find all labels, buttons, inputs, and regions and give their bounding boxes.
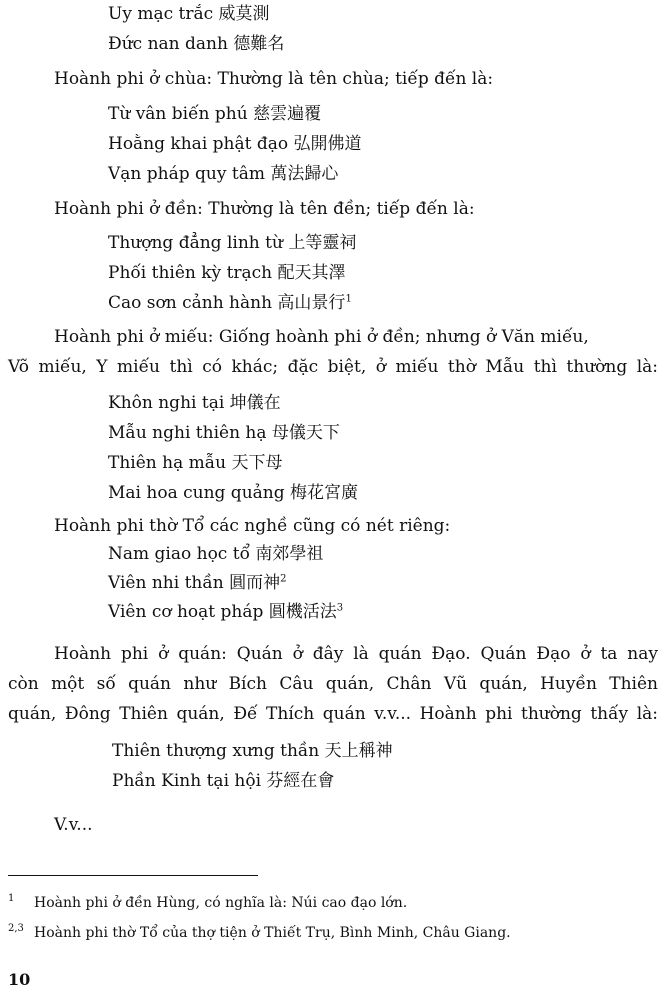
verse-line: Từ vân biến phú 慈雲遍覆 bbox=[108, 104, 322, 124]
verse-text: Viên nhi thần 圓而神 bbox=[108, 573, 281, 593]
verse-line: Vạn pháp quy tâm 萬法歸心 bbox=[108, 164, 339, 184]
verse-line: Mai hoa cung quảng 梅花宮廣 bbox=[108, 483, 359, 503]
verse-line: Hoằng khai phật đạo 弘開佛道 bbox=[108, 134, 362, 154]
verse-line: Thiên hạ mẫu 天下母 bbox=[108, 453, 283, 473]
footnote-mark: 1 bbox=[8, 893, 15, 904]
verse-line: Uy mạc trắc 威莫測 bbox=[108, 4, 270, 24]
verse-line: Nam giao học tổ 南郊學祖 bbox=[108, 544, 324, 564]
verse-line bbox=[108, 292, 352, 314]
paragraph-line: quán, Đông Thiên quán, Đế Thích quán v.v... Hoành phi thường thấy là: bbox=[8, 704, 658, 724]
footnote-ref: 1 bbox=[345, 293, 352, 305]
footnote: Hoành phi thờ Tổ của thợ tiện ở Thiết Trụ, Bình Minh, Châu Giang. bbox=[34, 925, 511, 941]
footnote-mark: 2,3 bbox=[8, 923, 24, 934]
verse-line: Phối thiên kỳ trạch 配天其澤 bbox=[108, 263, 346, 283]
paragraph-line: Hoành phi ở chùa: Thường là tên chùa; tiếp đến là: bbox=[54, 69, 494, 89]
verse-line bbox=[108, 601, 343, 623]
footnote-divider bbox=[8, 875, 258, 876]
page-number: 10 bbox=[8, 970, 31, 989]
verse-line: Khôn nghi tại 坤儀在 bbox=[108, 393, 281, 413]
paragraph-line: Hoành phi thờ Tổ các nghề cũng có nét riêng: bbox=[54, 516, 451, 536]
verse-text: Cao sơn cảnh hành 高山景行 bbox=[108, 293, 346, 313]
verse-line: Đức nan danh 德難名 bbox=[108, 34, 285, 54]
verse-line: Mẫu nghi thiên hạ 母儀天下 bbox=[108, 423, 340, 443]
footnote: Hoành phi ở đền Hùng, có nghĩa là: Núi cao đạo lớn. bbox=[34, 895, 408, 911]
paragraph-line: Hoành phi ở miếu: Giống hoành phi ở đền; nhưng ở Văn miếu, bbox=[54, 327, 589, 347]
verse-line: Thiên thượng xưng thần 天上稱神 bbox=[112, 741, 393, 761]
verse-text: Viên cơ hoạt pháp 圓機活法 bbox=[108, 602, 337, 622]
paragraph-line: Võ miếu, Y miếu thì có khác; đặc biệt, ở miếu thờ Mẫu thì thường là: bbox=[8, 357, 658, 377]
paragraph-line: còn một số quán như Bích Câu quán, Chân Vũ quán, Huyền Thiên bbox=[8, 674, 658, 694]
paragraph-line: Hoành phi ở đền: Thường là tên đền; tiếp đến là: bbox=[54, 199, 475, 219]
verse-line bbox=[108, 572, 287, 594]
verse-line: Phần Kinh tại hội 芬經在會 bbox=[112, 771, 335, 791]
footnote-ref: 2 bbox=[280, 573, 287, 585]
verse-line: Thượng đẳng linh từ 上等靈祠 bbox=[108, 233, 357, 253]
footnote-ref: 3 bbox=[336, 602, 344, 614]
paragraph-line: Hoành phi ở quán: Quán ở đây là quán Đạo. Quán Đạo ở ta nay bbox=[54, 644, 658, 664]
paragraph-line: V.v... bbox=[54, 815, 93, 835]
